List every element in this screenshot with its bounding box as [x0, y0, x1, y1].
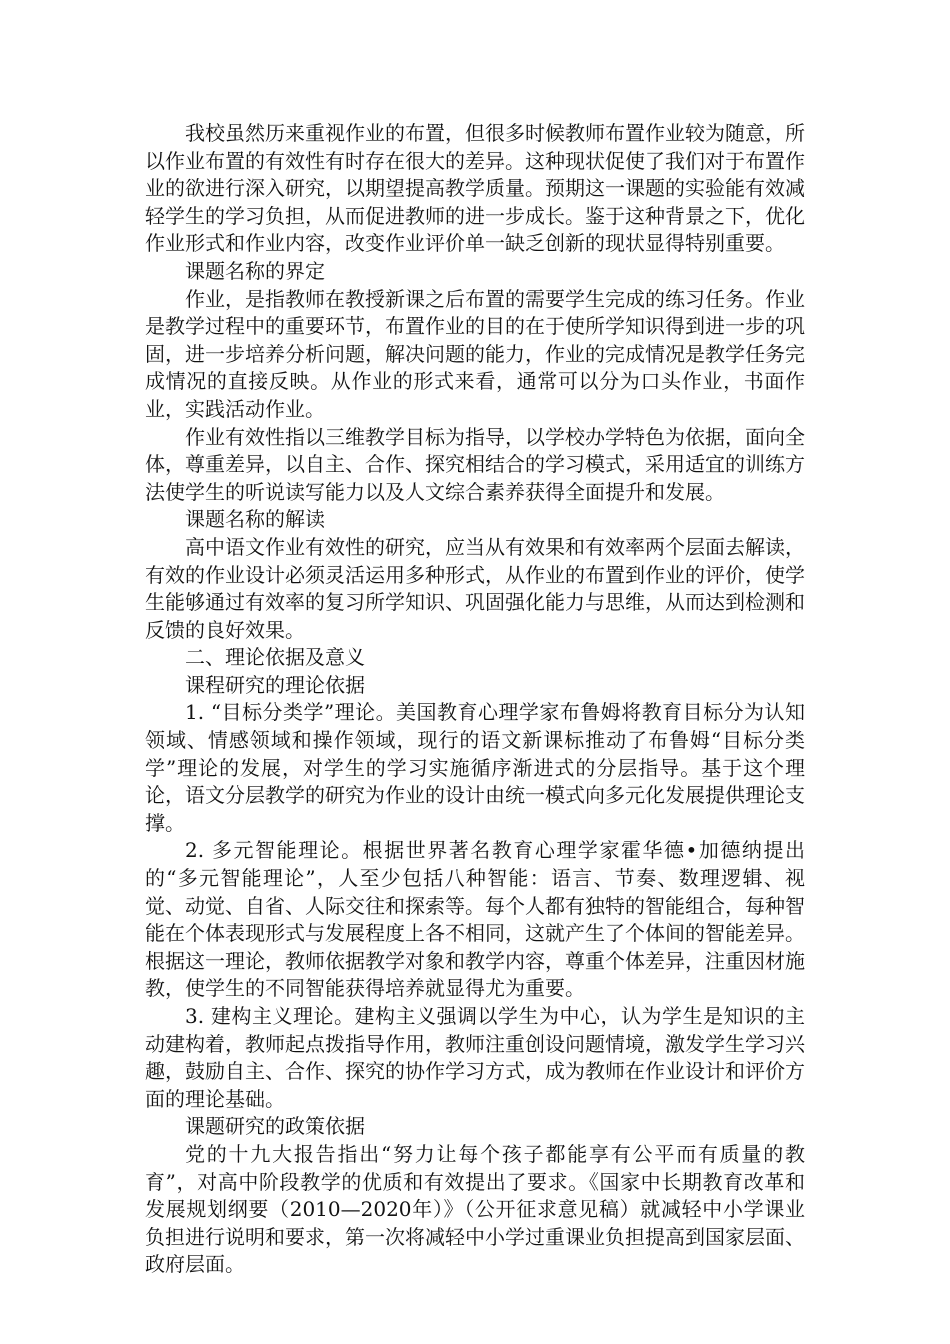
- paragraph-effectiveness-definition: 作业有效性指以三维教学目标为指导，以学校办学特色为依据，面向全体，尊重差异，以自主、合作、探究相结合的学习模式，采用适宜的训练方法使学生的听说读写能力以及人文综合素养获得全面提升和发展。: [145, 424, 805, 504]
- heading-policy-basis: 课题研究的政策依据: [185, 1114, 365, 1139]
- heading-definition: 课题名称的界定: [185, 258, 325, 283]
- paragraph-theory-3: 3. 建构主义理论。建构主义强调以学生为中心，认为学生是知识的主动建构着，教师起点拨指导作用，教师注重创设问题情境，激发学生学习兴趣，鼓励自主、合作、探究的协作学习方式，成为教师在作业设计和评价方面的理论基础。: [145, 1004, 805, 1111]
- paragraph-policy: 党的十九大报告指出“努力让每个孩子都能享有公平而有质量的教育”，对高中阶段教学的优质和有效提出了要求。《国家中长期教育改革和发展规划纲要（2010—2020年）》（公开征求意见稿）就减轻中小学课业负担进行说明和要求，第一次将减轻中小学过重课业负担提高到国家层面、政府层面。: [145, 1141, 805, 1277]
- heading-theoretical-basis: 课程研究的理论依据: [185, 672, 365, 697]
- heading-interpretation: 课题名称的解读: [185, 507, 325, 532]
- document-body: [145, 120, 805, 1279]
- paragraph-homework-definition: 作业，是指教师在教授新课之后布置的需要学生完成的练习任务。作业是教学过程中的重要环节，布置作业的目的在于使所学知识得到进一步的巩固，进一步培养分析问题，解决问题的能力，作业的完成情况是教学任务完成情况的直接反映。从作业的形式来看，通常可以分为口头作业，书面作业，实践活动作业。: [145, 286, 805, 421]
- paragraph-theory-1: 1. “目标分类学”理论。美国教育心理学家布鲁姆将教育目标分为认知领域、情感领域和操作领域，现行的语文新课标推动了布鲁姆“目标分类学”理论的发展，对学生的学习实施循序渐进式的分层指导。基于这个理论，语文分层教学的研究为作业的设计由统一模式向多元化发展提供理论支撑。: [145, 700, 805, 835]
- paragraph-interpretation: 高中语文作业有效性的研究，应当从有效果和有效率两个层面去解读，有效的作业设计必须灵活运用多种形式，从作业的布置到作业的评价，使学生能够通过有效率的复习所学知识、巩固强化能力与思维，从而达到检测和反馈的良好效果。: [145, 534, 805, 642]
- heading-section-two: 二、理论依据及意义: [185, 645, 365, 670]
- paragraph-theory-2: 2. 多元智能理论。根据世界著名教育心理学家霍华德•加德纳提出的“多元智能理论”，人至少包括八种智能：语言、节奏、数理逻辑、视觉、动觉、自省、人际交往和探索等。每个人都有独特的智能组合，每种智能在个体表现形式与发展程度上各不相同，这就产生了个体间的智能差异。根据这一理论，教师依据教学对象和教学内容，尊重个体差异，注重因材施教，使学生的不同智能获得培养就显得尤为重要。: [145, 838, 805, 1001]
- paragraph-background: 我校虽然历来重视作业的布置，但很多时候教师布置作业较为随意，所以作业布置的有效性有时存在很大的差异。这种现状促使了我们对于布置作业的欲进行深入研究，以期望提高教学质量。预期这一课题的实验能有效减轻学生的学习负担，从而促进教师的进一步成长。鉴于这种背景之下，优化作业形式和作业内容，改变作业评价单一缺乏创新的现状显得特别重要。: [145, 121, 805, 256]
